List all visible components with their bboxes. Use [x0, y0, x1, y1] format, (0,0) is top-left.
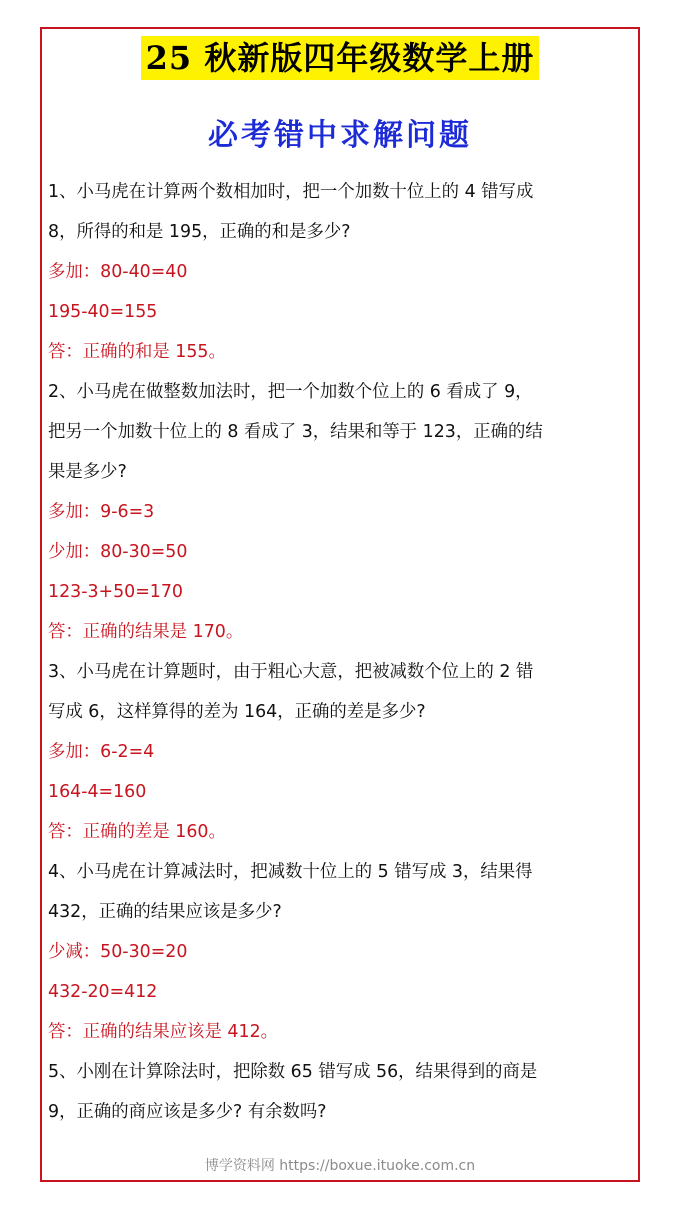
problem-4-answer-line: 少减：50-30=20 — [48, 942, 188, 962]
problem-4-answer-line: 432-20=412 — [48, 982, 158, 1002]
problem-5-question-line: 9，正确的商应该是多少? 有余数吗? — [48, 1102, 327, 1122]
problem-4-question-line: 432，正确的结果应该是多少? — [48, 902, 282, 922]
problem-2-question-line: 2、小马虎在做整数加法时，把一个加数个位上的 6 看成了 9， — [48, 382, 533, 402]
problem-3-answer-line: 多加：6-2=4 — [48, 742, 155, 762]
problem-list — [48, 172, 638, 1132]
problem-4-answer-line: 答：正确的结果应该是 412。 — [48, 1022, 279, 1042]
problem-1-answer-line: 多加：80-40=40 — [48, 262, 188, 282]
problem-3-question-line: 3、小马虎在计算题时，由于粗心大意，把被减数个位上的 2 错 — [48, 662, 534, 682]
problem-5-question-line: 5、小刚在计算除法时，把除数 65 错写成 56，结果得到的商是 — [48, 1062, 538, 1082]
problem-3-question-line: 写成 6，这样算得的差为 164，正确的差是多少? — [48, 702, 426, 722]
problem-2-question-line: 把另一个加数十位上的 8 看成了 3，结果和等于 123，正确的结 — [48, 422, 543, 442]
problem-2-answer-line: 123-3+50=170 — [48, 582, 183, 602]
footer-watermark: 博学资料网 https://boxue.ituoke.com.cn — [204, 1158, 476, 1174]
page-subtitle: 必考错中求解问题 — [208, 118, 472, 153]
problem-3-answer-line: 164-4=160 — [48, 782, 147, 802]
problem-2-answer-line: 答：正确的结果是 170。 — [48, 622, 244, 642]
problem-1-question-line: 8，所得的和是 195，正确的和是多少? — [48, 222, 351, 242]
problem-1-question-line: 1、小马虎在计算两个数相加时，把一个加数十位上的 4 错写成 — [48, 182, 534, 202]
title-block — [0, 36, 680, 80]
page-title: 25 秋新版四年级数学上册 — [141, 36, 540, 80]
problem-2-question-line: 果是多少? — [48, 462, 127, 482]
problem-4-question-line: 4、小马虎在计算减法时，把减数十位上的 5 错写成 3，结果得 — [48, 862, 533, 882]
problem-1-answer-line: 195-40=155 — [48, 302, 158, 322]
problem-1-answer-line: 答：正确的和是 155。 — [48, 342, 226, 362]
problem-2-answer-line: 少加：80-30=50 — [48, 542, 188, 562]
problem-3-answer-line: 答：正确的差是 160。 — [48, 822, 226, 842]
problem-2-answer-line: 多加：9-6=3 — [48, 502, 155, 522]
